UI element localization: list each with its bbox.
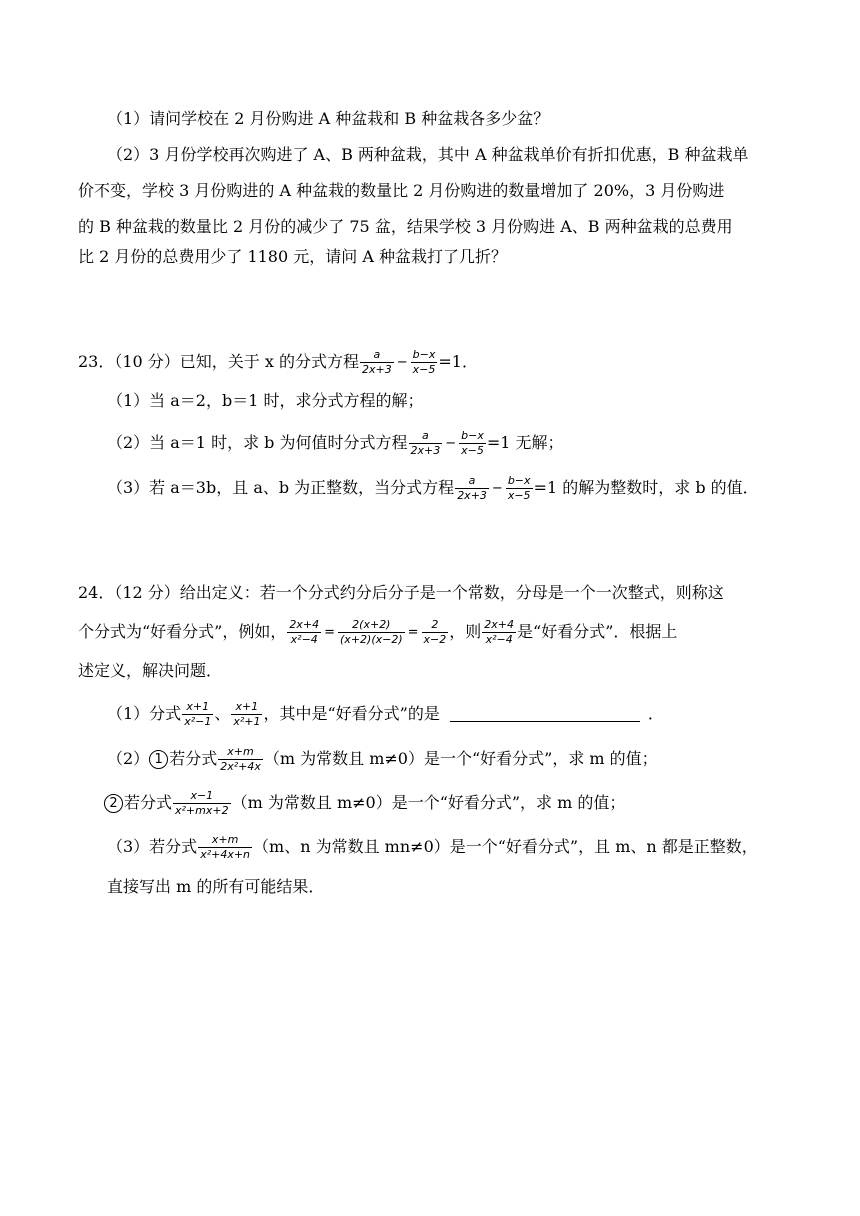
fraction-numerator: b−x — [411, 348, 438, 363]
q24-example-fraction-4 — [482, 618, 516, 647]
minus-sign: − — [445, 435, 457, 451]
fraction-numerator: 2x+4 — [484, 618, 515, 631]
q23-part3-text: （3）若 a＝3b，且 a、b 为正整数，当分式方程 — [107, 478, 455, 497]
q22-part2-line1: （2）3 月份学校再次购进了 A、B 两种盆栽，其中 A 种盆栽单价有折扣优惠，B 种盆栽单 — [107, 145, 749, 164]
q24-example-fraction-2 — [338, 618, 405, 647]
q23-part3-fraction-a — [455, 474, 489, 503]
q24-part1-end: ． — [647, 704, 664, 723]
q23-part3-tail: =1 的解为整数时，求 b 的值． — [533, 478, 759, 497]
fraction-denominator: x−5 — [461, 444, 484, 457]
minus-sign: − — [396, 354, 408, 370]
q24-line3: 述定义，解决问题． — [78, 661, 223, 680]
q24-part2a-text: 若分式 — [169, 749, 218, 768]
q24-part3-text: （3）若分式 — [107, 837, 198, 856]
equals-sign: = — [324, 624, 336, 640]
fraction-numerator: x+1 — [231, 700, 262, 715]
q24-example-fraction-1 — [287, 618, 321, 647]
fraction-denominator: (x+2)(x−2) — [340, 633, 403, 646]
fraction-numerator: x−1 — [173, 789, 231, 804]
answer-blank[interactable] — [450, 707, 640, 722]
fraction-numerator: b−x — [459, 429, 486, 444]
q23-header-text: 23．（10 分）已知，关于 x 的分式方程 — [78, 352, 360, 371]
q23-part1: （1）当 a＝2，b＝1 时，求分式方程的解； — [107, 391, 424, 410]
fraction-numerator: a — [360, 348, 394, 363]
q22-part2-line2: 价不变，学校 3 月份购进的 A 种盆栽的数量比 2 月份购进的数量增加了 20%，3 月份购进 — [78, 181, 725, 200]
q24-part2b-fraction — [173, 789, 231, 818]
fraction-denominator: x−5 — [507, 489, 531, 502]
fraction-numerator: x+1 — [182, 700, 213, 715]
fraction-denominator: 2x+3 — [457, 489, 487, 502]
equation-rhs: =1． — [438, 352, 478, 371]
fraction-numerator: 2 — [422, 618, 449, 633]
q24-line1: 24．（12 分）给出定义：若一个分式约分后分子是一个常数，分母是一个一次整式，则称这 — [78, 583, 724, 602]
q24-part2a-tail: （m 为常数且 m≠0）是一个“好看分式”，求 m 的值； — [263, 749, 658, 768]
q24-line2 — [78, 618, 677, 647]
q24-part3-tail: （m、n 为常数且 mn≠0）是一个“好看分式”，且 m、n 都是正整数， — [253, 837, 758, 856]
q23-part3-fraction-b — [506, 474, 533, 503]
fraction-denominator: 2x²+4x — [220, 760, 261, 773]
q22-part1: （1）请问学校在 2 月份购进 A 种盆栽和 B 种盆栽各多少盆？ — [107, 109, 550, 128]
q24-part2b-tail: （m 为常数且 m≠0）是一个“好看分式”，求 m 的值； — [231, 793, 626, 812]
q24-part2b — [104, 789, 625, 818]
q24-part1-tail: ，其中是“好看分式”的是 — [263, 704, 440, 723]
q23-fraction-a — [360, 348, 394, 377]
fraction-numerator: a — [455, 474, 489, 489]
q23-part2-tail: =1 无解； — [486, 433, 564, 452]
q24-part1-fraction-2 — [231, 700, 262, 729]
q24-part3-fraction — [198, 833, 252, 862]
q22-part2-line4: 比 2 月份的总费用少了 1180 元，请问 A 种盆栽打了几折？ — [78, 247, 507, 266]
q24-line2-text: 个分式为“好看分式”，例如， — [78, 622, 287, 641]
fraction-denominator: 2x+3 — [410, 444, 441, 457]
q23-part2-fraction-a — [409, 429, 443, 458]
fraction-numerator: 2(x+2) — [338, 618, 405, 633]
q24-part2a — [107, 745, 658, 774]
q24-part3-line2: 直接写出 m 的所有可能结果． — [107, 877, 325, 896]
q24-part3 — [107, 833, 758, 862]
q23-part3 — [107, 474, 759, 503]
q22-part2-line3: 的 B 种盆栽的数量比 2 月份的减少了 75 盆，结果学校 3 月份购进 A、B 两种盆栽的总费用 — [78, 217, 733, 236]
fraction-numerator: b−x — [506, 474, 533, 489]
q23-part2 — [107, 429, 564, 458]
fraction-numerator: x+m — [198, 833, 252, 848]
q24-part1-text: （1）分式 — [107, 704, 182, 723]
fraction-denominator: x−2 — [423, 633, 447, 646]
q23-part2-text: （2）当 a＝1 时，求 b 为何值时分式方程 — [107, 433, 408, 452]
q24-example-fraction-3 — [422, 618, 449, 647]
fraction-numerator: 2x+4 — [289, 618, 320, 631]
q23-fraction-b — [411, 348, 438, 377]
fraction-numerator: x+m — [218, 745, 263, 760]
circled-number-2: 2 — [104, 794, 123, 813]
q24-part2-label: （2） — [107, 749, 150, 768]
fraction-denominator: x²−1 — [184, 715, 212, 728]
fraction-numerator: a — [409, 429, 443, 444]
q24-part1-fraction-1 — [182, 700, 213, 729]
fraction-denominator: x²+1 — [233, 715, 261, 728]
minus-sign: − — [491, 480, 503, 496]
q24-line2-mid: ，则 — [449, 622, 482, 641]
q24-part2a-fraction — [218, 745, 263, 774]
q24-line2-tail: 是“好看分式”．根据上 — [517, 622, 678, 641]
separator: 、 — [214, 704, 231, 723]
equals-sign: = — [407, 624, 419, 640]
fraction-denominator: x²+mx+2 — [175, 804, 229, 817]
q23-part2-fraction-b — [459, 429, 486, 458]
fraction-denominator: x²−4 — [290, 633, 318, 646]
circled-number-1: 1 — [149, 750, 168, 769]
fraction-denominator: x−5 — [412, 363, 436, 376]
q24-part1 — [107, 700, 664, 729]
fraction-denominator: 2x+3 — [362, 363, 392, 376]
q23-header — [78, 348, 478, 377]
fraction-denominator: x²−4 — [485, 633, 513, 646]
fraction-denominator: x²+4x+n — [200, 848, 251, 861]
q24-part2b-text: 若分式 — [124, 793, 173, 812]
